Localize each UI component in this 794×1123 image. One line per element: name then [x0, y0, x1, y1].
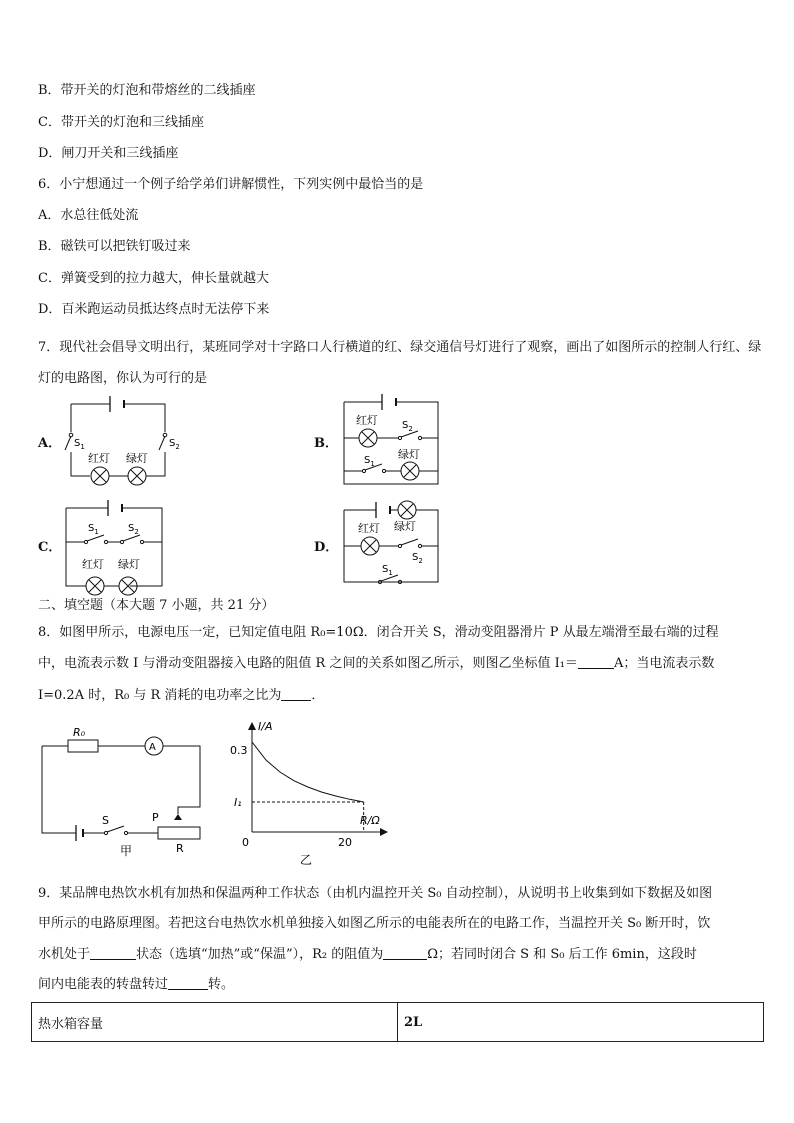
- circuit-c-s1-label: $S_1$: [88, 523, 99, 536]
- q6-option-b: B．磁铁可以把铁钉吸过来: [38, 239, 191, 254]
- circuit-c-diagram: [58, 496, 178, 596]
- table-cell-name: 热水箱容量: [32, 1003, 398, 1042]
- q9-blank-revolutions[interactable]: [168, 976, 208, 990]
- q7-label-b: B．: [314, 436, 338, 451]
- q5-option-d: D．闸刀开关和三线插座: [38, 146, 179, 161]
- circuit-d-s2-label: $S_2$: [412, 552, 423, 565]
- circuit-d-diagram: [338, 496, 448, 588]
- circuit-b-diagram: [338, 392, 448, 492]
- circuit-c-s2-label: $S_2$: [128, 523, 139, 536]
- fig-jia-switch-label: S: [102, 814, 109, 827]
- q8-line-3: I=0.2A 时，R₀ 与 R 消耗的电功率之比为 ．: [38, 688, 325, 703]
- figure-yi-graph: [224, 716, 394, 868]
- spec-table: [31, 1002, 764, 1042]
- graph-y-tick-i1: I₁: [234, 796, 242, 809]
- circuit-d-red-lamp-label: 红灯: [358, 522, 380, 535]
- q9-line-3: 水机处于 状态（选填“加热”或“保温”），R₂ 的阻值为 Ω；若同时闭合 S 和 S₀ 后工作 6min，这段时: [38, 947, 697, 962]
- figure-jia-circuit: [38, 722, 208, 858]
- q7-label-d: D．: [314, 540, 339, 555]
- fig-jia-caption: 甲: [120, 844, 133, 858]
- fig-yi-caption: 乙: [300, 853, 313, 867]
- fig-jia-r-label: R: [176, 842, 184, 855]
- q5-option-c: C．带开关的灯泡和三线插座: [38, 115, 204, 130]
- table-cell-value: 2L: [398, 1003, 764, 1042]
- q6-option-c: C．弹簧受到的拉力越大，伸长量就越大: [38, 271, 269, 286]
- circuit-a-diagram: [58, 392, 178, 492]
- circuit-d-green-lamp-label: 绿灯: [394, 520, 416, 533]
- section-2-heading: 二、填空题（本大题 7 小题，共 21 分）: [38, 598, 275, 613]
- fig-jia-p-label: P: [152, 811, 159, 824]
- fig-jia-r0-label: R₀: [73, 726, 86, 739]
- circuit-b-s1-label: $S_1$: [364, 455, 375, 468]
- circuit-b-green-lamp-label: 绿灯: [398, 448, 420, 461]
- q8-line-2: 中，电流表示数 I 与滑动变阻器接入电路的阻值 R 之间的关系如图乙所示，则图乙坐标值 I₁＝ A；当电流表示数: [38, 656, 715, 671]
- graph-origin-label: 0: [242, 836, 249, 849]
- q9-blank-r2[interactable]: [383, 946, 427, 960]
- table-row: [32, 1003, 764, 1042]
- circuit-d-s1-label: $S_1$: [382, 564, 393, 577]
- graph-x-tick-20: 20: [338, 836, 352, 849]
- q9-blank-state[interactable]: [90, 946, 136, 960]
- circuit-c-red-lamp-label: 红灯: [82, 558, 104, 571]
- q6-stem: 6．小宁想通过一个例子给学弟们讲解惯性，下列实例中最恰当的是: [38, 177, 424, 192]
- circuit-a-red-lamp-label: 红灯: [88, 452, 110, 465]
- q5-option-b: B．带开关的灯泡和带熔丝的二线插座: [38, 83, 256, 98]
- q6-option-d: D．百米跑运动员抵达终点时无法停下来: [38, 302, 270, 317]
- q7-stem: 7．现代社会倡导文明出行，某班同学对十字路口人行横道的红、绿交通信号灯进行了观察，画出了如图所示的控制人行红、绿灯的电路图，你认为可行的是: [38, 340, 762, 386]
- circuit-c-green-lamp-label: 绿灯: [118, 558, 140, 571]
- graph-x-label: R/Ω: [360, 814, 380, 827]
- q8-line-1: 8．如图甲所示，电源电压一定，已知定值电阻 R₀=10Ω．闭合开关 S，滑动变阻器滑片 P 从最左端滑至最右端的过程: [38, 625, 719, 640]
- q9-line-4: 间内电能表的转盘转过 转。: [38, 977, 235, 992]
- fig-jia-ammeter-label: A: [149, 742, 156, 753]
- q7-label-a: A．: [38, 436, 62, 451]
- q9-line-1: 9．某品牌电热饮水机有加热和保温两种工作状态（由机内温控开关 S₀ 自动控制），从说明书上收集到如下数据及如图: [38, 886, 713, 901]
- graph-y-tick-top: 0.3: [230, 744, 248, 757]
- q8-blank-power-ratio[interactable]: [281, 687, 311, 701]
- q7-label-c: C．: [38, 540, 62, 555]
- graph-curve: [252, 742, 364, 802]
- graph-x-axis-arrow: [380, 828, 388, 836]
- circuit-a-s1-label: $S_1$: [74, 438, 85, 451]
- graph-y-label: I/A: [258, 720, 273, 733]
- q9-line-2: 甲所示的电路原理图。若把这台电热饮水机单独接入如图乙所示的电能表所在的电路工作，当温控开关 S₀ 断开时，饮: [38, 916, 711, 931]
- circuit-b-red-lamp-label: 红灯: [356, 414, 378, 427]
- circuit-b-s2-label: $S_2$: [402, 420, 413, 433]
- q6-option-a: A．水总往低处流: [38, 208, 139, 223]
- circuit-a-s2-label: $S_2$: [169, 438, 180, 451]
- graph-y-axis-arrow: [248, 722, 256, 730]
- q8-blank-i1[interactable]: [578, 655, 614, 669]
- circuit-a-green-lamp-label: 绿灯: [126, 452, 148, 465]
